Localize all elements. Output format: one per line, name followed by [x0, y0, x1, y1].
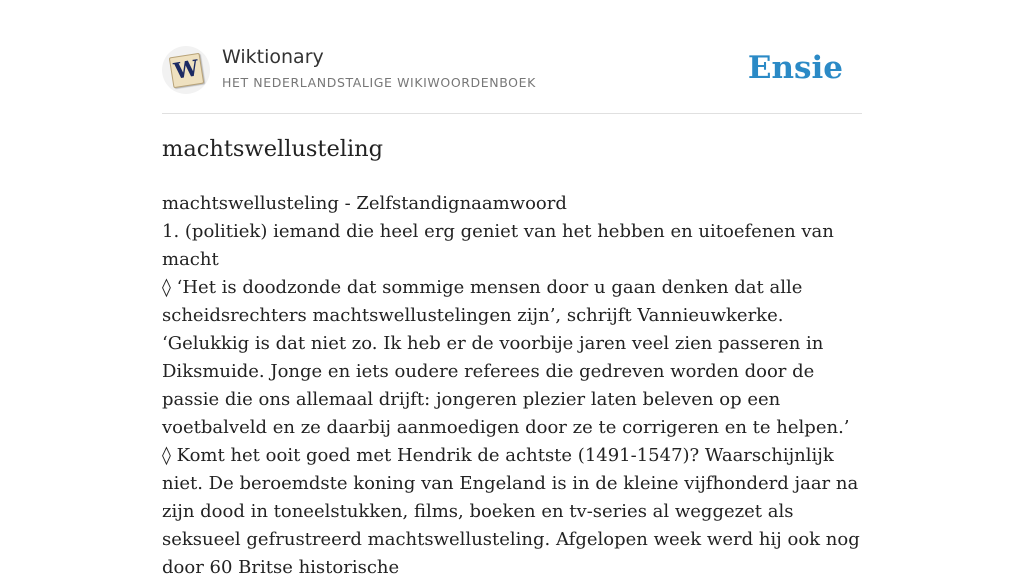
site-header — [162, 44, 862, 96]
part-of-speech-line: machtswellusteling - Zelfstandignaamwoord — [162, 193, 567, 214]
entry-title: machtswellusteling — [162, 136, 384, 162]
logo-letter: W — [172, 55, 201, 85]
wiktionary-logo[interactable] — [162, 46, 210, 94]
site-subtitle: HET NEDERLANDSTALIGE WIKIWOORDENBOEK — [222, 75, 536, 90]
site-name[interactable]: Wiktionary — [222, 46, 324, 68]
entry-body — [162, 190, 862, 582]
definition: 1. (politiek) iemand die heel erg geniet van het hebben en uitoefenen van macht — [162, 221, 834, 270]
logo-tile — [169, 53, 204, 88]
example-quote-2: ◊ Komt het ooit goed met Hendrik de achtste (1491-1547)? Waarschijnlijk niet. De beroemdste koning van Engeland is in de kleine vijfhonderd jaar na zijn dood in toneelstukken, films, boeken en tv-series al weggezet als seksueel gefrustreerd machtswellusteling. Afgelopen week werd hij ook nog door 60 Britse historische — [162, 445, 860, 578]
ensie-brand-logo[interactable]: Ensie — [747, 50, 843, 86]
header-divider — [162, 113, 862, 114]
example-quote-1: ◊ ‘Het is doodzonde dat sommige mensen door u gaan denken dat alle scheidsrechters machtswellustelingen zijn’, schrijft Vannieuwkerke. ‘Gelukkig is dat niet zo. Ik heb er de voorbije jaren veel zien passeren in Diksmuide. Jonge en iets oudere referees die gedreven worden door de passie die ons allemaal drijft: jongeren plezier laten beleven op een voetbalveld en ze daarbij aanmoedigen door ze te corrigeren en te helpen.’ — [162, 277, 850, 438]
